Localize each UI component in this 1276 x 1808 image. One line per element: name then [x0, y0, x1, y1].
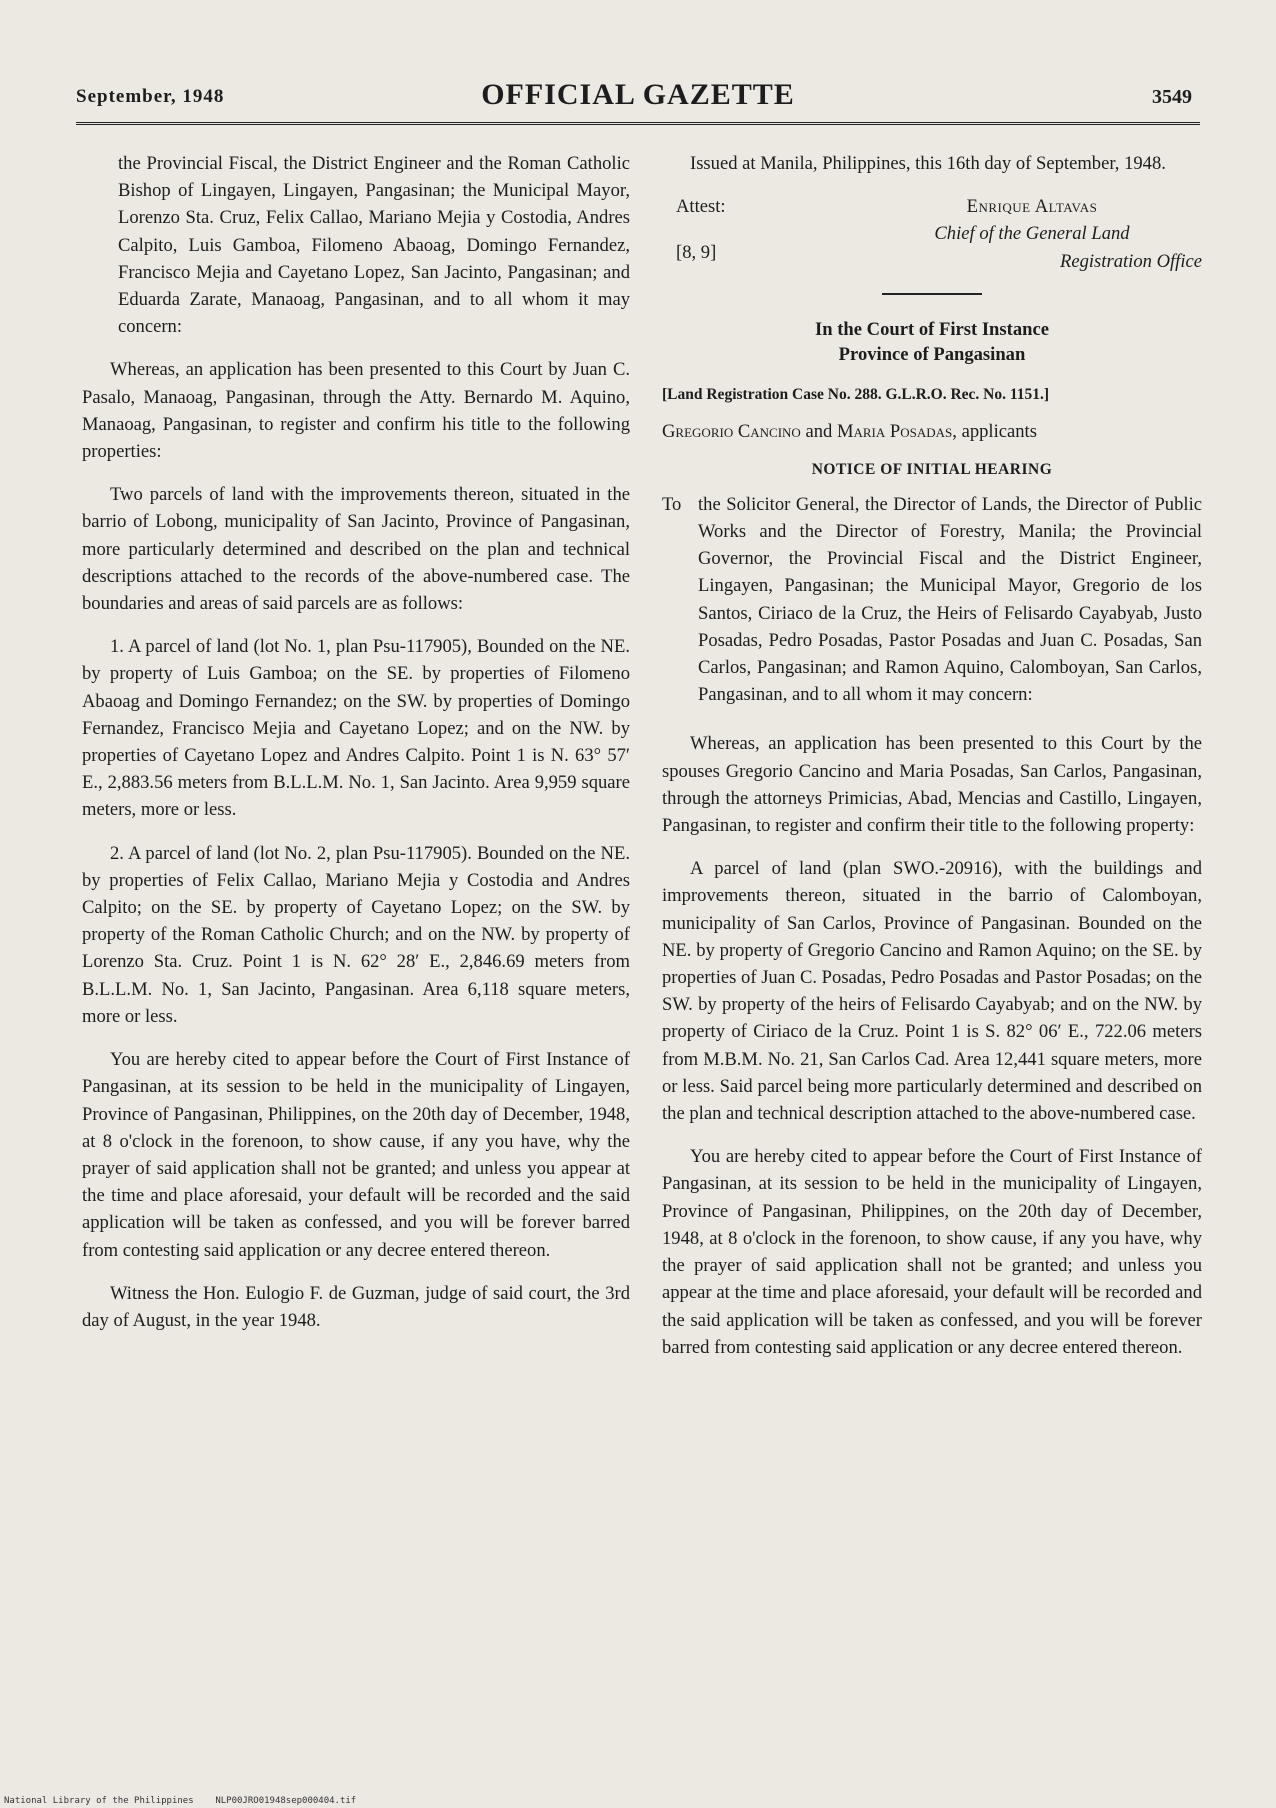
- attest-label: Attest:: [676, 196, 726, 218]
- attestation-block: [662, 193, 1202, 279]
- applicants-conjunction: and: [800, 421, 837, 443]
- to-word: To: [662, 493, 682, 515]
- applicants-suffix: , applicants: [952, 421, 1037, 443]
- applicant-1: Gregorio Cancino: [662, 421, 801, 443]
- signer-name: Enrique Altavas: [966, 196, 1098, 218]
- applicants-line: [662, 418, 1202, 445]
- addressees-block: [662, 491, 1202, 709]
- header-rule: [76, 122, 1200, 125]
- signer-title-line-2: Registration Office: [1059, 250, 1202, 272]
- parcel-1-description: 1. A parcel of land (lot No. 1, plan Psu-117905), Bounded on the NE. by property of Luis Gamboa; on the SE. by properties of Filomeno Abaoag and Domingo Fernandez; on the SW. by properties of Domingo Fernandez, Francisco Mejia and Cayetano Lopez; and on the NW. by properties of Cayetano Lopez and Andres Calpito. Point 1 is N. 63° 57′ E., 2,883.56 meters from B.L.L.M. No. 1, San Jacinto. Area 9,959 square meters, more or less.: [82, 636, 630, 821]
- addressees-continued: the Provincial Fiscal, the District Engineer and the Roman Catholic Bishop of Lingayen, Lingayen, Pangasinan; the Municipal Mayor, Lorenzo Sta. Cruz, Felix Callao, Mariano Mejia y Costodia, Andres Calpito, Luis Gamboa, Filomeno Abaoag, Domingo Fernandez, Francisco Mejia and Cayetano Lopez, San Jacinto, Pangasinan; and Eduarda Zarate, Manaoag, Pangasinan, and to all whom it may concern:: [118, 153, 630, 338]
- issued-line: Issued at Manila, Philippines, this 16th day of September, 1948.: [690, 153, 1166, 174]
- header-date: September, 1948: [76, 86, 225, 107]
- citation-paragraph: You are hereby cited to appear before the Court of First Instance of Pangasinan, at its session to be held in the municipality of Lingayen, Province of Pangasinan, Philippines, on the 20th day of December, 1948, at 8 o'clock in the forenoon, to show cause, if any you have, why the prayer of said application shall not be granted; and unless you appear at the time and place aforesaid, your default will be recorded and the said application will be taken as confessed, and you will be forever barred from contesting said application or any decree entered thereon.: [82, 1049, 630, 1261]
- parcel-description-2: A parcel of land (plan SWO.-20916), with the buildings and improvements thereon, situated in the barrio of Calomboyan, municipality of San Carlos, Province of Pangasinan. Bounded on the NE. by property of Gregorio Cancino and Ramon Aquino; on the SE. by properties of Juan C. Posadas, Pedro Posadas and Pastor Posadas; on the SW. by property of the heirs of Felisardo Cayabyab; and on the NW. by property of Ciriaco de la Cruz. Point 1 is S. 82° 06′ E., 722.06 meters from M.B.M. No. 21, San Carlos Cad. Area 12,441 square meters, more or less. Said parcel being more particularly determined and described on the plan and technical description attached to the above-numbered case.: [662, 858, 1202, 1125]
- notice-title: NOTICE OF INITIAL HEARING: [811, 460, 1053, 478]
- applicant-2: Maria Posadas: [836, 421, 953, 443]
- issue-reference: [8, 9]: [676, 242, 717, 264]
- section-separator: [882, 293, 982, 295]
- case-reference: [Land Registration Case No. 288. G.L.R.O. Rec. No. 1151.]: [662, 386, 1050, 404]
- page-number: 3549: [1152, 86, 1192, 108]
- court-province: Province of Pangasinan: [838, 344, 1026, 366]
- scan-footer: [4, 1796, 356, 1806]
- addressees-list: the Solicitor General, the Director of Lands, the Director of Public Works and the Director of Forestry, Manila; the Provincial Governor, the Provincial Fiscal and the District Engineer, Lingayen, Pangasinan; the Municipal Mayor, Gregorio de los Santos, Ciriaco de la Cruz, the Heirs of Felisardo Cayabyab, Justo Posadas, Pedro Posadas, Pastor Posadas and Juan C. Posadas, San Carlos, Pangasinan; and Ramon Aquino, Calomboyan, San Carlos, Pangasinan, and to all whom it may concern:: [698, 493, 1202, 706]
- page-header: [76, 78, 1200, 118]
- signer-title-line-1: Chief of the General Land: [934, 223, 1130, 245]
- publication-title: OFFICIAL GAZETTE: [481, 78, 795, 111]
- footer-file-id: NLP00JRO01948sep000404.tif: [215, 1796, 357, 1806]
- left-column: [82, 150, 630, 1350]
- signature-block: [862, 193, 1202, 275]
- right-column: [662, 150, 1202, 1377]
- whereas-paragraph: Whereas, an application has been presented to this Court by Juan C. Pasalo, Manaoag, Pangasinan, through the Atty. Bernardo M. Aquino, Manaoag, Pangasinan, to register and confirm his title to the following properties:: [82, 359, 630, 463]
- parcel-2-description: 2. A parcel of land (lot No. 2, plan Psu-117905). Bounded on the NE. by properties of Felix Callao, Mariano Mejia y Costodia and Andres Calpito; on the SE. by property of Cayetano Lopez; on the SW. by property of the Roman Catholic Church; and on the NW. by property of Lorenzo Sta. Cruz. Point 1 is N. 62° 28′ E., 2,846.69 meters from B.L.L.M. No. 1, San Jacinto, Pangasinan. Area 6,118 square meters, more or less.: [82, 842, 630, 1027]
- parcels-intro: Two parcels of land with the improvements thereon, situated in the barrio of Lobong, municipality of San Jacinto, Province of Pangasinan, more particularly determined and described on the plan and technical descriptions attached to the records of the above-numbered case. The boundaries and areas of said parcels are as follows:: [82, 484, 630, 615]
- citation-paragraph-2: You are hereby cited to appear before the Court of First Instance of Pangasinan, at its session to be held in the municipality of Lingayen, Province of Pangasinan, Philippines, on the 20th day of December, 1948, at 8 o'clock in the forenoon, to show cause, if any you have, why the prayer of said application shall not be granted; and unless you appear at the time and place aforesaid, your default will be recorded and the said application will be taken as confessed, and you will be forever barred from contesting said application or any decree entered thereon.: [662, 1146, 1202, 1358]
- footer-library: National Library of the Philippines: [4, 1796, 194, 1806]
- witness-paragraph: Witness the Hon. Eulogio F. de Guzman, judge of said court, the 3rd day of August, in the year 1948.: [82, 1282, 630, 1331]
- whereas-paragraph-2: Whereas, an application has been presented to this Court by the spouses Gregorio Cancino and Maria Posadas, San Carlos, Pangasinan, through the attorneys Primicias, Abad, Mencias and Castillo, Lingayen, Pangasinan, to register and confirm their title to the following property:: [662, 733, 1202, 837]
- court-heading: [662, 317, 1202, 367]
- court-name: In the Court of First Instance: [815, 319, 1049, 341]
